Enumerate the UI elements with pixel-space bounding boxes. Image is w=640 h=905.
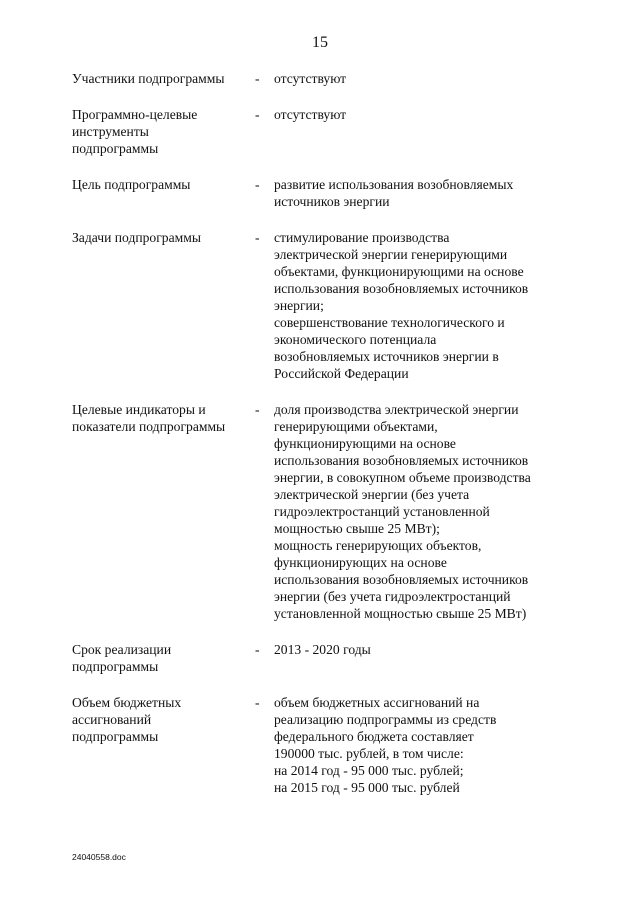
- row-value: стимулирование производства электрической энергии генерирующими объектами, функционирующими на основе использования возобновляемых источников энергии; совершенствование технологического и экономического потенциала возобновляемых источников энергии в Российской Федерации: [274, 230, 529, 381]
- row-label: Объем бюджетных ассигнований подпрограммы: [72, 695, 182, 744]
- row-label: Целевые индикаторы и показатели подпрограммы: [72, 402, 226, 434]
- row-label: Срок реализации подпрограммы: [72, 642, 172, 674]
- row-label: Участники подпрограммы: [72, 71, 225, 86]
- page-number: 15: [312, 34, 328, 51]
- row-dash: -: [255, 695, 260, 710]
- passport-row-tools: [72, 106, 572, 157]
- subprogram-passport: [72, 70, 572, 796]
- row-dash: -: [255, 71, 260, 86]
- row-value: развитие использования возобновляемых источников энергии: [274, 177, 514, 209]
- row-dash: -: [255, 402, 260, 417]
- row-dash: -: [255, 230, 260, 245]
- passport-row-goal: [72, 176, 572, 210]
- row-label: Программно-целевые инструменты подпрограммы: [72, 107, 198, 156]
- row-value: отсутствуют: [274, 71, 347, 86]
- row-dash: -: [255, 177, 260, 192]
- row-value: отсутствуют: [274, 107, 347, 122]
- row-value: доля производства электрической энергии генерирующими объектами, функционирующими на основе использования возобновляемых источников энергии, в совокупном объеме производства электрической энергии (без учета гидроэлектростанций установленной мощностью свыше 25 МВт); мощность генерирующих объектов, функционирующих на основе использования возобновляемых источников энергии (без учета гидроэлектростанций установленной мощностью свыше 25 МВт): [274, 402, 531, 621]
- row-value: 2013 - 2020 годы: [274, 642, 371, 657]
- passport-row-tasks: [72, 229, 572, 382]
- passport-row-period: [72, 641, 572, 675]
- row-label: Цель подпрограммы: [72, 177, 191, 192]
- row-label: Задачи подпрограммы: [72, 230, 201, 245]
- row-value: объем бюджетных ассигнований на реализацию подпрограммы из средств федерального бюджета составляет 190000 тыс. рублей, в том числе: на 2014 год - 95 000 тыс. рублей; на 2015 год - 95 000 тыс. рублей: [274, 695, 497, 795]
- passport-row-budget: [72, 694, 572, 796]
- row-dash: -: [255, 107, 260, 122]
- passport-row-participants: [72, 70, 572, 87]
- footer-filename: 24040558.doc: [72, 852, 126, 862]
- passport-row-indicators: [72, 401, 572, 622]
- row-dash: -: [255, 642, 260, 657]
